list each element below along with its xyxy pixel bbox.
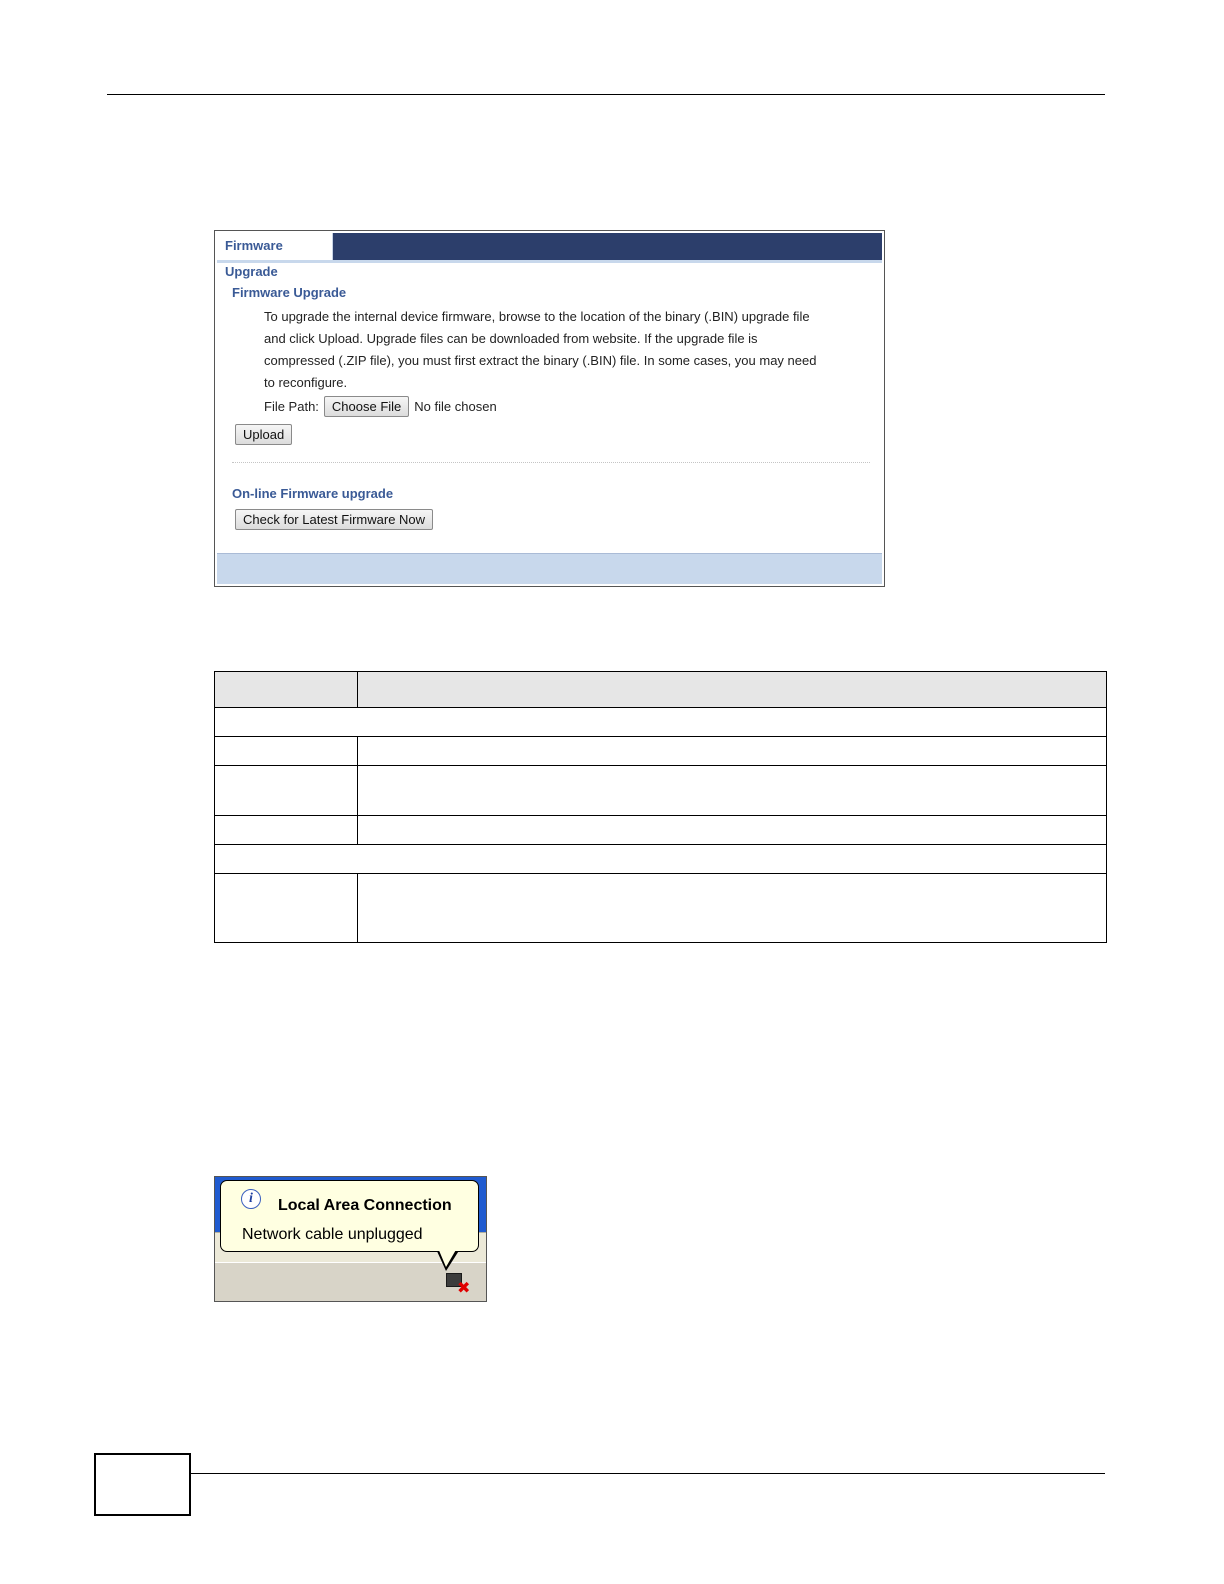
- check-latest-firmware-button[interactable]: Check for Latest Firmware Now: [235, 509, 433, 530]
- tab-underline: [217, 260, 882, 263]
- firmware-description: [264, 306, 854, 394]
- table-cell: [215, 737, 358, 766]
- table-row: [215, 845, 1107, 874]
- table-cell: [358, 766, 1107, 816]
- table-cell: [358, 874, 1107, 943]
- network-notification-screen: [214, 1176, 487, 1302]
- page-number-box: [94, 1453, 191, 1516]
- file-path-label: File Path:: [264, 399, 319, 414]
- table-cell: [215, 874, 358, 943]
- tab-firmware-upgrade[interactable]: Firmware Upgrade: [217, 233, 333, 260]
- table-header-cell: [215, 672, 358, 708]
- info-icon: i: [241, 1189, 261, 1209]
- table-row: [215, 737, 1107, 766]
- table-cell: [358, 816, 1107, 845]
- footer-band: [217, 553, 882, 584]
- balloon-tail-fill: [438, 1248, 457, 1267]
- upload-button[interactable]: Upload: [235, 424, 292, 445]
- table-row: [215, 766, 1107, 816]
- table-cell: [215, 845, 1107, 874]
- description-line: To upgrade the internal device firmware, browse to the location of the binary (.BIN) upgrade file: [264, 309, 810, 324]
- description-line: compressed (.ZIP file), you must first extract the binary (.BIN) file. In some cases, you may need: [264, 353, 817, 368]
- no-file-chosen-text: No file chosen: [414, 399, 497, 414]
- notification-title: Local Area Connection: [278, 1197, 452, 1214]
- description-line: and click Upload. Upgrade files can be downloaded from website. If the upgrade file is: [264, 331, 758, 346]
- header-rule: [107, 94, 1105, 95]
- disconnected-x-icon: ✖: [457, 1280, 471, 1297]
- table-cell: [215, 766, 358, 816]
- table-cell: [215, 816, 358, 845]
- file-path-row: [264, 396, 497, 417]
- choose-file-button[interactable]: Choose File: [324, 396, 409, 417]
- table-header-row: [215, 672, 1107, 708]
- table-cell: [358, 737, 1107, 766]
- table-row: [215, 708, 1107, 737]
- notification-balloon[interactable]: [220, 1180, 479, 1252]
- footer-rule: [191, 1473, 1105, 1474]
- table-row: [215, 816, 1107, 845]
- field-description-table: [214, 671, 1107, 943]
- table-row: [215, 874, 1107, 943]
- description-line: to reconfigure.: [264, 375, 348, 390]
- section-divider: [232, 462, 870, 463]
- table-header-cell: [358, 672, 1107, 708]
- table-cell: [215, 708, 1107, 737]
- notification-message: Network cable unplugged: [242, 1226, 423, 1243]
- firmware-upgrade-screen: [214, 230, 885, 587]
- firmware-section-title: Firmware Upgrade: [232, 285, 347, 300]
- tab-bar: [217, 233, 882, 279]
- online-firmware-section-title: On-line Firmware upgrade: [232, 486, 394, 501]
